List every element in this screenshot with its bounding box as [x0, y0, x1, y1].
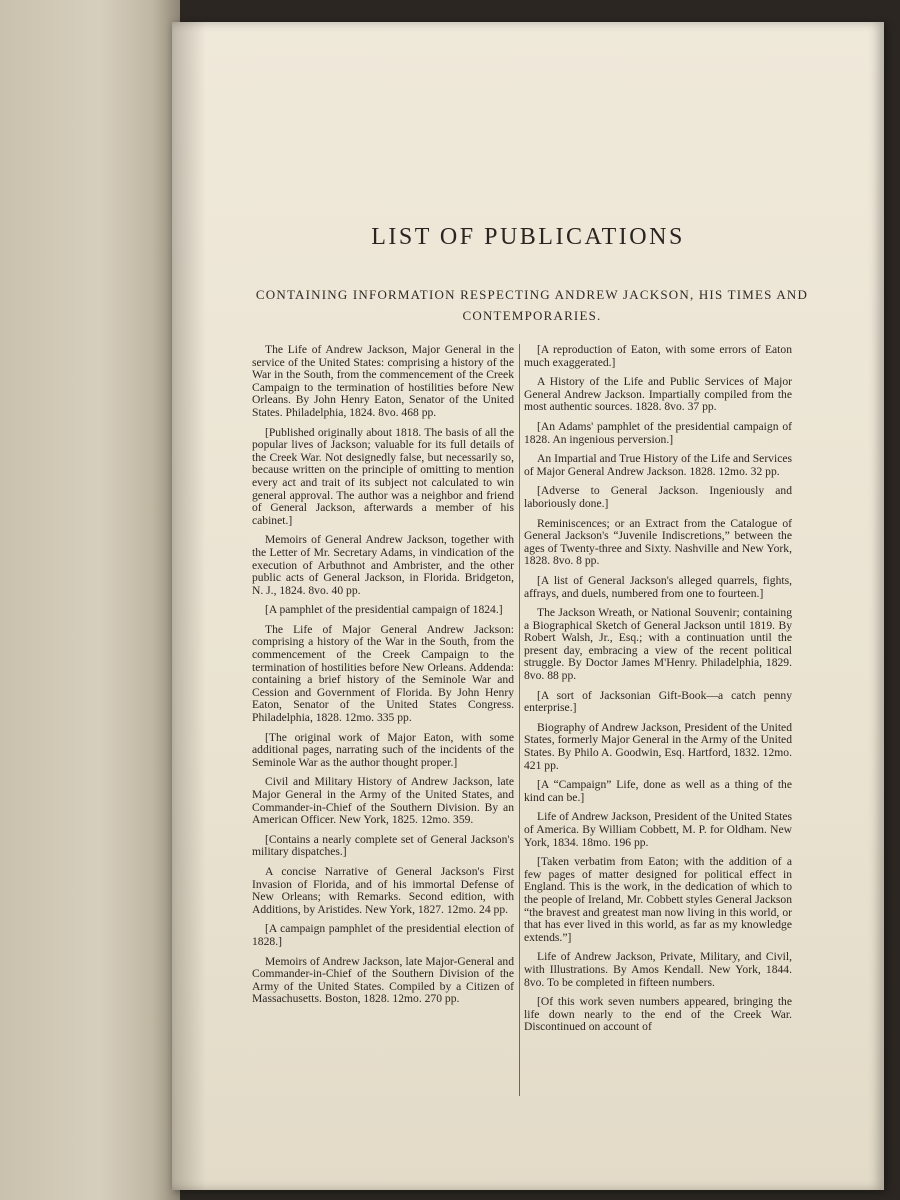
publication-entry: The Life of Andrew Jackson, Major General in the service of the United States: comprising a history of the War in the South, from the commencement of the Creek Campaign to the termination of hostilities before New Orleans. By John Henry Eaton, Senator of the United States. Philadelphia, 1824. 8vo. 468 pp. — [252, 343, 514, 419]
publication-entry: Memoirs of Andrew Jackson, late Major-General and Commander-in-Chief of the Southern Division of the Army of the United States. Compiled by a Citizen of Massachusetts. Boston, 1828. 12mo. 270 pp. — [252, 954, 514, 1006]
publication-entry: Life of Andrew Jackson, Private, Military, and Civil, with Illustrations. By Amos Kendall. New York, 1844. 8vo. To be completed in fifteen numbers. — [524, 950, 792, 989]
publication-note: [Contains a nearly complete set of General Jackson's military dispatches.] — [252, 832, 514, 859]
left-column — [252, 344, 514, 1013]
publication-note: [The original work of Major Eaton, with some additional pages, narrating such of the incidents of the Seminole War as the author thought proper.] — [252, 730, 514, 769]
publication-note: [An Adams' pamphlet of the presidential campaign of 1828. An ingenious perversion.] — [524, 419, 792, 446]
publication-entry: Memoirs of General Andrew Jackson, together with the Letter of Mr. Secretary Adams, in vindication of the execution of Arbuthnot and Ambrister, and the other public acts of General Jackson, in Florida. Bridgeton, N. J., 1824. 8vo. 40 pp. — [252, 533, 514, 597]
publication-note: [A sort of Jacksonian Gift-Book—a catch penny enterprise.] — [524, 688, 792, 715]
publication-note: [A “Campaign” Life, done as well as a thing of the kind can be.] — [524, 778, 792, 804]
publication-note: [A reproduction of Eaton, with some errors of Eaton much exaggerated.] — [524, 343, 792, 369]
publication-note: [Of this work seven numbers appeared, bringing the life down nearly to the end of the Creek War. Discontinued on account of — [524, 995, 792, 1034]
book-page — [172, 22, 884, 1190]
facing-page — [0, 0, 180, 1200]
publication-note: [A pamphlet of the presidential campaign of 1824.] — [265, 603, 503, 617]
gutter-shadow — [172, 22, 206, 1190]
publication-note: [Adverse to General Jackson. Ingeniously and laboriously done.] — [524, 484, 792, 510]
publication-entry: A History of the Life and Public Services of Major General Andrew Jackson. Impartially compiled from the most authentic sources. 1828. 8vo. 37 pp. — [524, 375, 792, 414]
publication-entry: A concise Narrative of General Jackson's First Invasion of Florida, and of his immortal Defense of New Orleans; with Remarks. Second edition, with Additions, by Aristides. New York, 1827. 12mo. 24 pp. — [252, 864, 514, 916]
publication-entry: The Jackson Wreath, or National Souvenir; containing a Biographical Sketch of General Jackson until 1819. By Robert Walsh, Jr., Esq.; with a continuation until the present day, embracing a view of the recent political struggle. By Doctor James M'Henry. Philadelphia, 1829. 8vo. 88 pp. — [524, 606, 792, 683]
page-title: LIST OF PUBLICATIONS — [371, 224, 685, 250]
publication-entry: An Impartial and True History of the Life and Services of Major General Andrew Jackson. 1828. 12mo. 32 pp. — [524, 452, 792, 478]
page-subtitle: CONTAINING INFORMATION RESPECTING ANDREW JACKSON, HIS TIMES AND CONTEMPORARIES. — [255, 287, 809, 323]
publication-entry: Biography of Andrew Jackson, President of the United States, formerly Major General in the Army of the United States. By Philo A. Goodwin, Esq. Hartford, 1832. 12mo. 421 pp. — [524, 720, 792, 772]
publication-note: [A campaign pamphlet of the presidential election of 1828.] — [252, 922, 514, 948]
publication-entry: The Life of Major General Andrew Jackson: comprising a history of the War in the South, from the commencement of the Creek Campaign to the termination of hostilities before New Orleans. Addenda: containing a brief history of the Seminole War and Cession and Government of Florida. By John Henry Eaton, Senator of the United States Congress. Philadelphia, 1828. 12mo. 335 pp. — [252, 622, 514, 725]
publication-entry: Reminiscences; or an Extract from the Catalogue of General Jackson's “Juvenile Indiscretions,” between the ages of Twenty-three and Sixty. Nashville and New York, 1828. 8vo. 8 pp. — [524, 516, 792, 568]
column-divider — [519, 344, 520, 1096]
publication-entry: Civil and Military History of Andrew Jackson, late Major General in the Army of the United States, and Commander-in-Chief of the Southern Division. By an American Officer. New York, 1825. 12mo. 359. — [252, 775, 514, 827]
right-column — [524, 344, 792, 1041]
publication-note: [Taken verbatim from Eaton; with the addition of a few pages of matter designed for political effect in England. This is the work, in the dedication of which to the people of Ireland, Mr. Cobbett styles General Jackson “the bravest and greatest man now living in this world, or that has ever lived in this world, as far as my knowledge extends.”] — [524, 855, 792, 944]
publication-note: [A list of General Jackson's alleged quarrels, fights, affrays, and duels, numbered from one to fourteen.] — [524, 573, 792, 600]
publication-note: [Published originally about 1818. The basis of all the popular lives of Jackson; valuable for its full details of the Creek War. Not designedly false, but necessarily so, because written on the principle of omitting to mention every act and trait of its subject not calculated to win general approval. The author was a neighbor and friend of General Jackson, afterwards a member of his cabinet.] — [252, 425, 514, 527]
publication-entry: Life of Andrew Jackson, President of the United States of America. By William Cobbett, M. P. for Oldham. New York, 1834. 18mo. 196 pp. — [524, 810, 792, 849]
